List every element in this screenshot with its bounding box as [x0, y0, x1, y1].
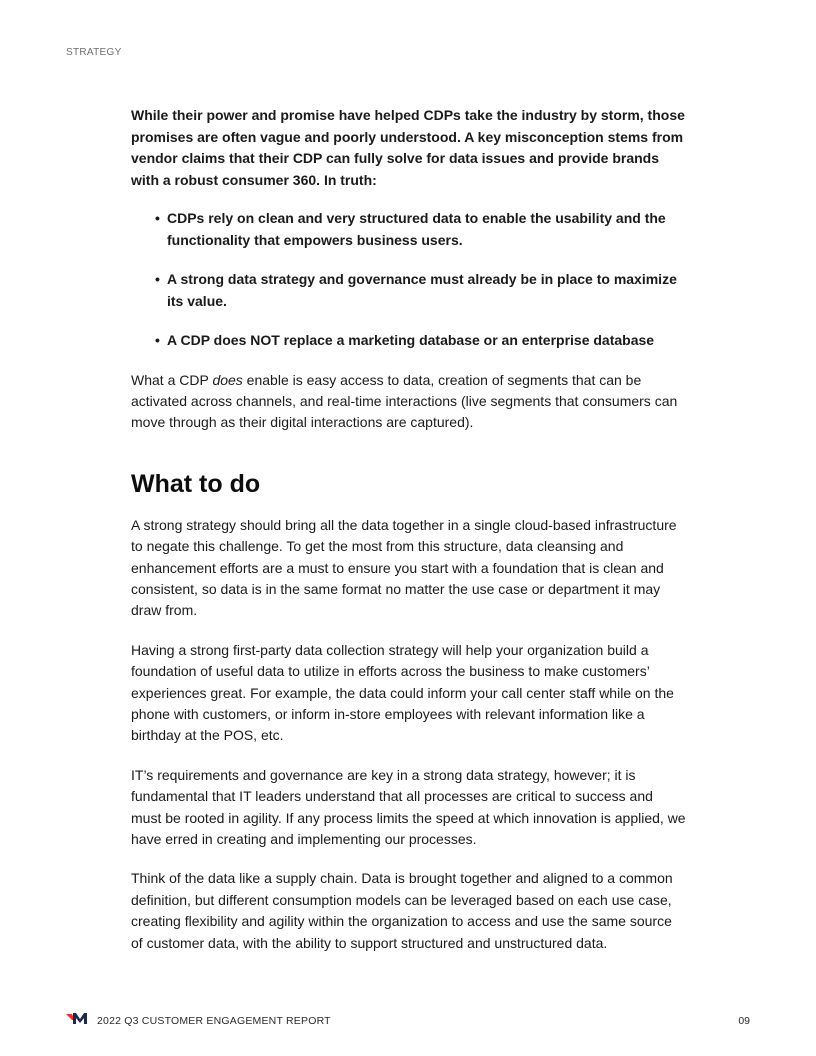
what-to-do-heading: What to do: [131, 469, 261, 498]
section-label: STRATEGY: [66, 47, 122, 58]
page-content: [131, 105, 687, 972]
intro-paragraph: While their power and promise have helped CDPs take the industry by storm, those promises are often vague and poorly understood. A key misconception stems from vendor claims that their CDP can fully solve for data issues and provide brands with a robust consumer 360. In truth:: [131, 107, 685, 188]
what-cdp-does-emphasis: does: [212, 371, 243, 388]
body-paragraph: Having a strong first-party data collection strategy will help your organization build a foundation of useful data to utilize in efforts across the business to make customers’ experiences great. For example, the data could inform your call center staff while on the phone with customers, or inform in-store employees with relevant information like a birthday at the POS, etc.: [131, 641, 674, 744]
what-cdp-does-paragraph: [131, 370, 687, 434]
body-paragraph: Think of the data like a supply chain. Data is brought together and aligned to a common definition, but different consumption models can be leveraged based on each use case, creating flexibility and agility within the organization to access and use the same source of customer data, with the ability to support structured and unstructured data.: [131, 870, 673, 951]
list-item: • A strong data strategy and governance must already be in place to maximize its value.: [167, 269, 687, 312]
list-item: • A CDP does NOT replace a marketing database or an enterprise database: [167, 330, 687, 352]
list-item: • CDPs rely on clean and very structured data to enable the usability and the functionality that empowers business users.: [167, 208, 687, 251]
footer-report-title: 2022 Q3 CUSTOMER ENGAGEMENT REPORT: [97, 1015, 331, 1027]
page-number: 09: [738, 1015, 750, 1027]
what-cdp-does-suffix: enable is easy access to data, creation of segments that can be activated across channels, and real-time interactions (live segments that consumers can move through as their digital interactions are captured).: [131, 371, 678, 431]
body-paragraph: IT’s requirements and governance are key in a strong data strategy, however; it is fundamental that IT leaders understand that all processes are critical to success and must be rooted in agility. If any process limits the speed at which innovation is applied, we have erred in creating and implementing our processes.: [131, 766, 686, 847]
what-cdp-does-prefix: What a CDP: [131, 371, 213, 388]
body-paragraph: A strong strategy should bring all the data together in a single cloud-based infrastructure to negate this challenge. To get the most from this structure, data cleansing and enhancement efforts are a must to ensure you start with a foundation that is clean and consistent, so data is in the same format no matter the use case or department it may draw from.: [131, 516, 677, 619]
brand-m-logo-icon: [66, 1012, 90, 1025]
cdp-facts-list: [131, 208, 687, 352]
